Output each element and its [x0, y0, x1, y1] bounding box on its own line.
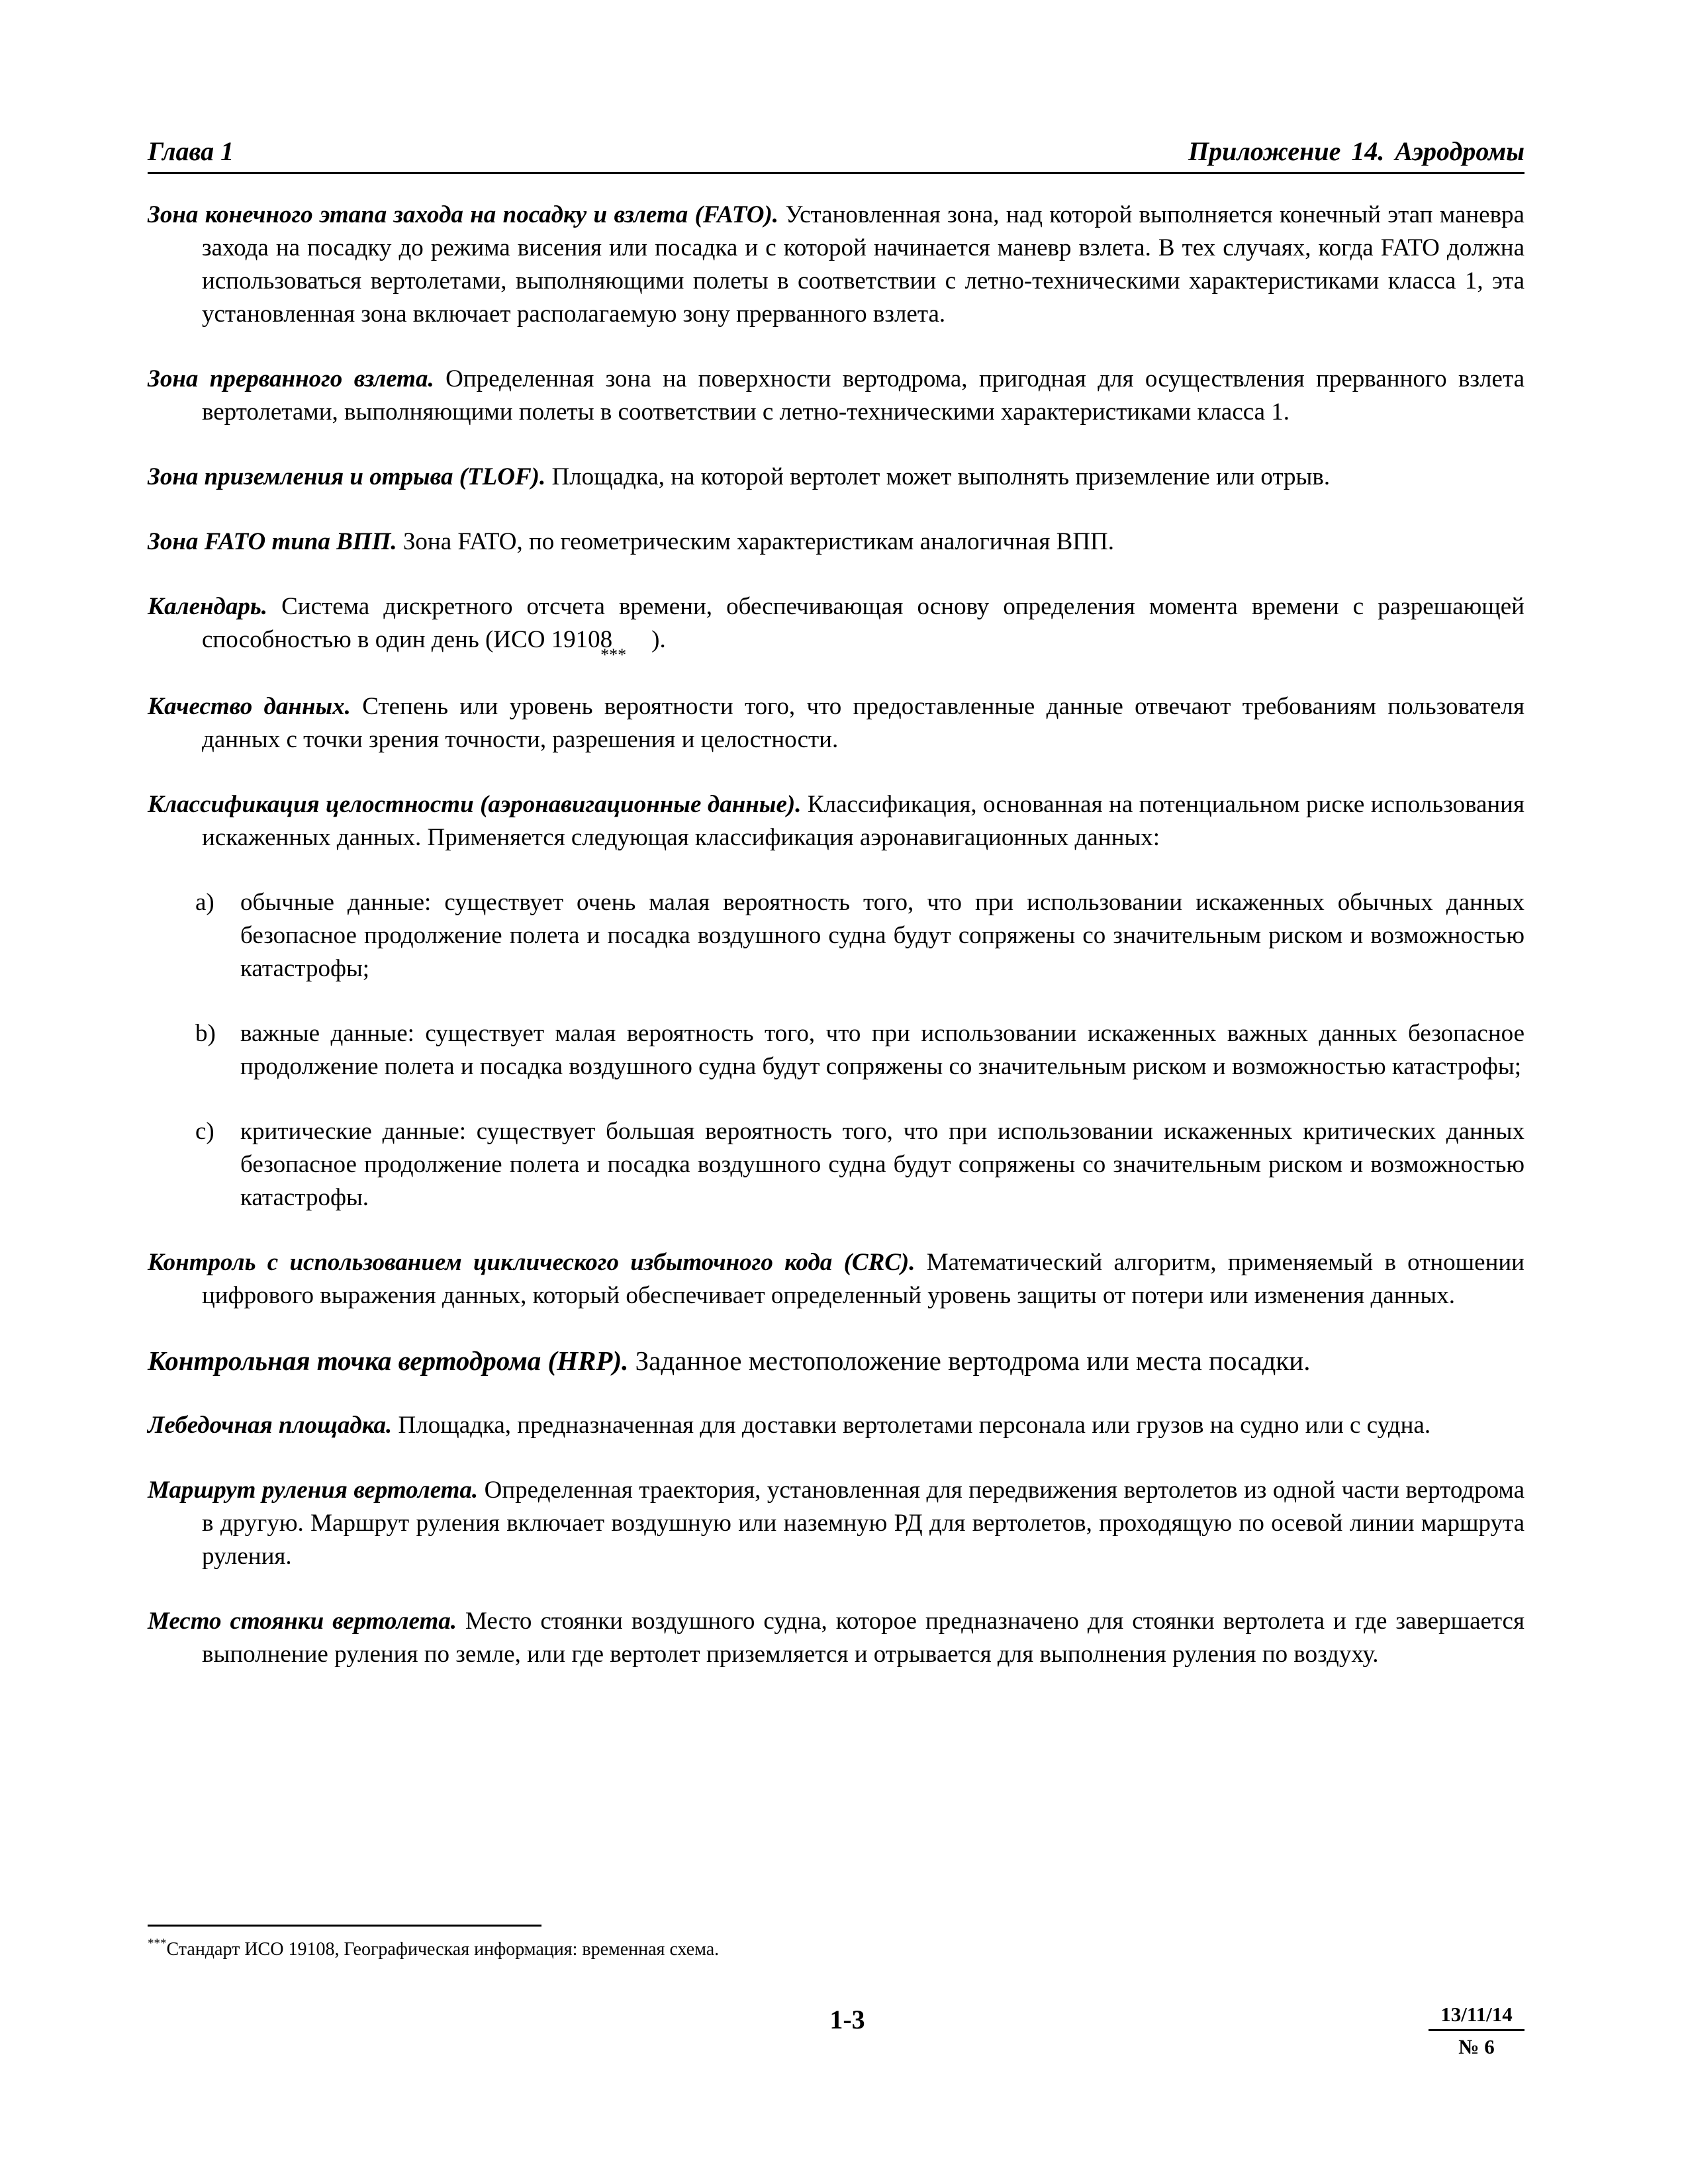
list-marker: c)	[195, 1118, 214, 1145]
definition-text: Классификация, основанная на потенциальном риске использования искаженных данных. Применяется следующая классификация аэронавигационных данных:	[202, 791, 1524, 851]
definition-text: Место стоянки воздушного судна, которое предназначено для стоянки вертолета и где завершается выполнение руления по земле, или где вертолет приземляется и отрывается для выполнения руления по воздуху.	[202, 1608, 1524, 1668]
definition-term: Зона приземления и отрыва (TLOF).	[148, 463, 546, 490]
amendment-box	[1429, 2003, 1524, 2059]
definition-text: Определенная траектория, установленная для передвижения вертолетов из одной части вертодрома в другую. Маршрут руления включает воздушную или наземную РД для вертолетов, проходящую по осевой линии маршрута руления.	[202, 1477, 1525, 1570]
definition-text: Система дискретного отсчета времени, обеспечивающая основу определения момента времени с разрешающей способностью в один день (ИСО 19108	[202, 593, 1524, 653]
amendment-date: 13/11/14	[1429, 2003, 1524, 2031]
footnote-divider	[148, 1925, 541, 1927]
page-number: 1-3	[829, 2005, 865, 2034]
definition-term: Контроль с использованием циклического избыточного кода (CRC).	[148, 1249, 915, 1276]
definition-fato	[148, 199, 1524, 331]
list-item	[148, 1017, 1524, 1083]
definition-crc	[148, 1246, 1524, 1312]
definition-term: Место стоянки вертолета.	[148, 1608, 457, 1635]
definition-term: Зона конечного этапа захода на посадку и взлета (FATO).	[148, 201, 779, 228]
definition-hrp	[148, 1344, 1524, 1377]
definition-text: Математический алгоритм, применяемый в отношении цифрового выражения данных, который обеспечивает определенный уровень защиты от потери или изменения данных.	[202, 1249, 1524, 1309]
list-text: критические данные: существует большая вероятность того, что при использовании искаженных критических данных безопасное продолжение полета и посадка воздушного судна будут сопряжены со значительным риском и возможностью катастрофы.	[240, 1118, 1524, 1211]
list-text: обычные данные: существует очень малая вероятность того, что при использовании искаженных обычных данных безопасное продолжение полета и посадка воздушного судна будут сопряжены со значительным риском и возможностью катастрофы;	[240, 889, 1524, 982]
definition-text: Определенная зона на поверхности вертодрома, пригодная для осуществления прерванного взлета вертолетами, выполняющими полеты в соответствии с летно-техническими характеристиками класса 1.	[202, 365, 1524, 426]
definition-helicopter-stand	[148, 1605, 1524, 1671]
definition-term: Маршрут руления вертолета.	[148, 1477, 479, 1504]
definition-term: Календарь.	[148, 593, 268, 620]
definition-helicopter-taxi-route	[148, 1474, 1524, 1573]
list-text: важные данные: существует малая вероятность того, что при использовании искаженных важных данных безопасное продолжение полета и посадка воздушного судна будут сопряжены со значительным риском и возможностью катастрофы;	[240, 1020, 1524, 1080]
definition-text: Площадка, предназначенная для доставки вертолетами персонала или грузов на судно или с судна.	[392, 1412, 1431, 1439]
definition-text: Площадка, на которой вертолет может выполнять приземление или отрыв.	[545, 463, 1331, 490]
definition-calendar	[148, 590, 1524, 664]
definition-integrity-classification	[148, 788, 1524, 854]
definitions-body	[148, 199, 1524, 1703]
definition-text: Заданное местоположение вертодрома или места посадки.	[628, 1345, 1311, 1376]
list-item	[148, 1115, 1524, 1214]
definition-winching-area	[148, 1409, 1524, 1442]
footnote-marker: ***	[148, 1936, 167, 1950]
list-marker: a)	[195, 889, 214, 916]
list-marker: b)	[195, 1020, 216, 1047]
definition-text: Зона FATO, по геометрическим характеристикам аналогичная ВПП.	[397, 528, 1115, 555]
definition-term: Качество данных.	[148, 693, 351, 720]
chapter-label: Глава 1	[148, 136, 234, 166]
definition-term: Контрольная точка вертодрома (HRP).	[148, 1345, 629, 1376]
amendment-number: № 6	[1458, 2035, 1495, 2058]
footnote	[148, 1936, 719, 1960]
definition-term: Зона FATO типа ВПП.	[148, 528, 397, 555]
definition-text: Степень или уровень вероятности того, что предоставленные данные отвечают требованиям пользователя данных с точки зрения точности, разрешения и целостности.	[202, 693, 1524, 753]
footnote-reference[interactable]: ***	[600, 645, 627, 664]
annex-title: Приложение 14. Аэродромы	[1188, 136, 1524, 166]
page-header	[148, 131, 1524, 174]
definition-text: Установленная зона, над которой выполняется конечный этап маневра захода на посадку до режима висения или посадка и с которой начинается маневр взлета. В тех случаях, когда FATO должна использоваться вертолетами, выполняющими полеты в соответствии с летно-техническими характеристиками класса 1, эта установленная зона включает располагаемую зону прерванного взлета.	[202, 201, 1524, 328]
definition-text-end: ).	[651, 626, 666, 653]
definition-term: Лебедочная площадка.	[148, 1412, 393, 1439]
definition-term: Классификация целостности (аэронавигационные данные).	[148, 791, 802, 818]
definition-runway-type-fato	[148, 525, 1524, 559]
definition-rejected-takeoff-area	[148, 363, 1524, 429]
list-item	[148, 886, 1524, 985]
definition-term: Зона прерванного взлета.	[148, 365, 434, 392]
definition-tlof	[148, 461, 1524, 494]
footnote-text: Стандарт ИСО 19108, Географическая информация: временная схема.	[166, 1939, 720, 1960]
definition-data-quality	[148, 690, 1524, 756]
